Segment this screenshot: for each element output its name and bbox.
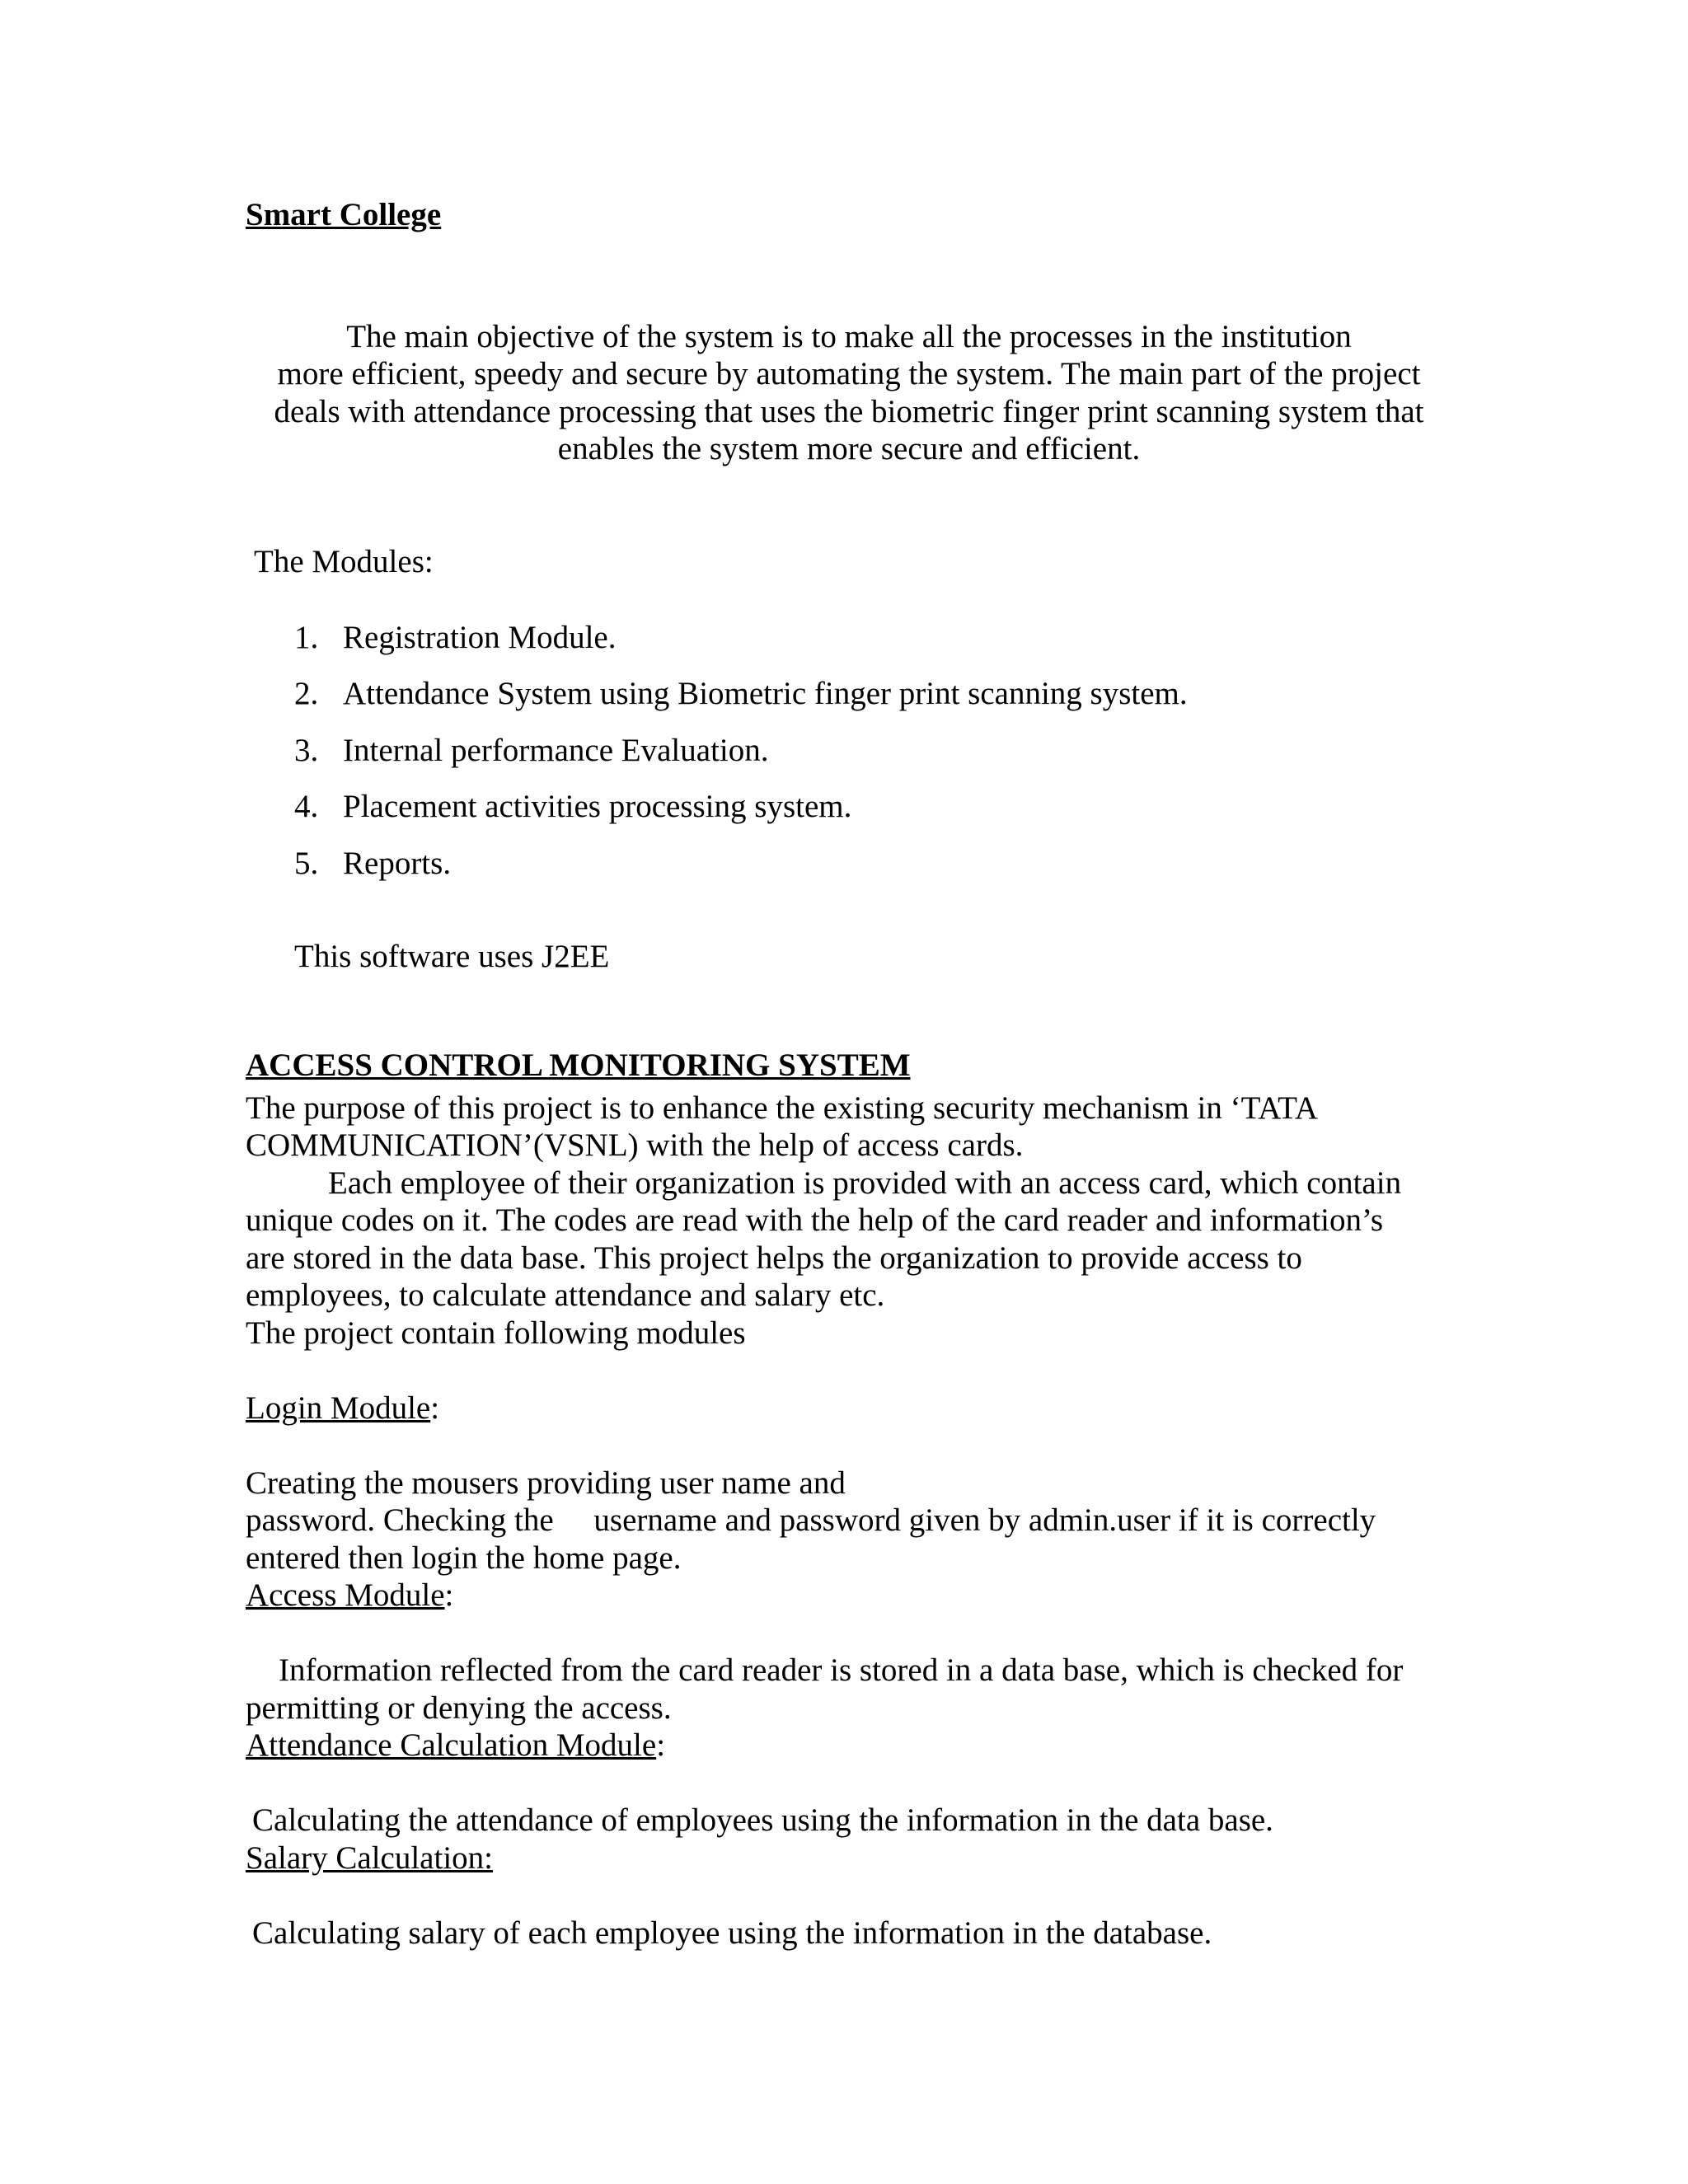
purpose-line-2: COMMUNICATION’(VSNL) with the help of access cards. [246, 1127, 1024, 1163]
list-item-text: Placement activities processing system. [343, 789, 852, 824]
access-module-heading [246, 1577, 453, 1615]
access-module-heading-text: Access Module [246, 1577, 445, 1613]
list-item-number: 5. [294, 846, 319, 881]
intro-line-2: more efficient, speedy and secure by automating the system. The main part of the project [277, 356, 1421, 391]
list-item-number: 3. [294, 733, 319, 768]
purpose-line-1: The purpose of this project is to enhance the existing security mechanism in ‘TATA [246, 1090, 1318, 1126]
login-module-colon: : [430, 1390, 440, 1426]
list-item-number: 1. [294, 620, 319, 655]
salary-line: Calculating salary of each employee using the information in the database. [252, 1915, 1212, 1951]
attendance-module-colon: : [656, 1727, 666, 1763]
access-module-colon: : [444, 1577, 454, 1613]
intro-line-3: deals with attendance processing that uses the biometric finger print scanning system that [274, 394, 1424, 429]
section-title-smart-college: Smart College [246, 197, 442, 232]
software-note: This software uses J2EE [294, 939, 610, 974]
modules-heading: The Modules: [254, 544, 434, 579]
detail-line-4: employees, to calculate attendance and salary etc. [246, 1277, 885, 1313]
login-module-heading-text: Login Module [246, 1390, 431, 1426]
list-item-number: 4. [294, 789, 319, 824]
access-line-1: Information reflected from the card reader is stored in a data base, which is checked for [279, 1652, 1404, 1688]
attendance-line: Calculating the attendance of employees using the information in the data base. [252, 1802, 1273, 1838]
login-line-2: password. Checking the username and password given by admin.user if it is correctly [246, 1502, 1376, 1538]
detail-line-3: are stored in the data base. This project helps the organization to provide access to [246, 1240, 1302, 1276]
login-line-3: entered then login the home page. [246, 1540, 682, 1576]
attendance-module-heading [246, 1727, 665, 1765]
attendance-module-heading-text: Attendance Calculation Module [246, 1727, 657, 1763]
list-item-number: 2. [294, 676, 319, 711]
list-item-text: Attendance System using Biometric finger print scanning system. [343, 676, 1188, 711]
access-line-2: permitting or denying the access. [246, 1690, 672, 1726]
section-title-access-control: ACCESS CONTROL MONITORING SYSTEM [246, 1047, 911, 1083]
detail-line-1: Each employee of their organization is provided with an access card, which contain [328, 1165, 1402, 1201]
login-line-1: Creating the mousers providing user name and [246, 1465, 846, 1501]
list-item-text: Internal performance Evaluation. [343, 733, 769, 768]
modules-intro: The project contain following modules [246, 1315, 746, 1351]
list-item-text: Registration Module. [343, 620, 617, 655]
login-module-heading [246, 1390, 439, 1427]
salary-module-heading: Salary Calculation: [246, 1840, 494, 1876]
intro-line-4: enables the system more secure and efficient. [557, 431, 1141, 466]
list-item-text: Reports. [343, 846, 452, 881]
detail-line-2: unique codes on it. The codes are read with the help of the card reader and information’s [246, 1202, 1384, 1238]
intro-line-1: The main objective of the system is to make all the processes in the institution [346, 319, 1352, 354]
